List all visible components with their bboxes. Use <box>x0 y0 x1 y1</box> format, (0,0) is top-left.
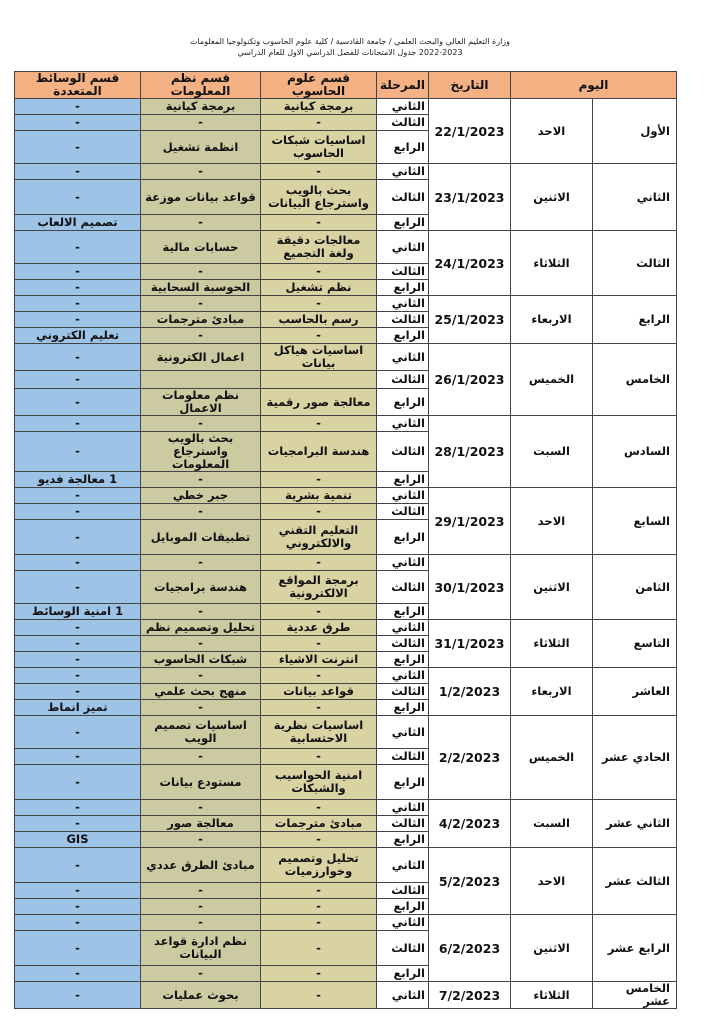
date-cell: 7/2/2023 <box>429 982 511 1009</box>
mm-subject-cell: - <box>15 800 141 816</box>
is-subject-cell: معالجة صور <box>141 816 261 832</box>
stage-cell: الرابع <box>377 131 429 164</box>
day-name-cell: السادس <box>593 416 677 488</box>
is-subject-cell: حسابات مالية <box>141 231 261 264</box>
cs-subject-cell: مبادئ مترجمات <box>261 816 377 832</box>
mm-subject-cell: - <box>15 280 141 296</box>
day-name-cell: الخامس عشر <box>593 982 677 1009</box>
day-name-cell: السابع <box>593 488 677 555</box>
cs-subject-cell: - <box>261 328 377 344</box>
is-subject-cell: - <box>141 164 261 180</box>
is-subject-cell: - <box>141 966 261 982</box>
stage-cell: الثاني <box>377 620 429 636</box>
weekday-cell: الاربعاء <box>511 296 593 344</box>
day-name-cell: الخامس <box>593 344 677 416</box>
day-name-cell: الثاني <box>593 164 677 231</box>
date-cell: 4/2/2023 <box>429 800 511 848</box>
is-subject-cell: - <box>141 700 261 716</box>
day-name-cell: العاشر <box>593 668 677 716</box>
mm-subject-cell: - <box>15 848 141 883</box>
cs-subject-cell: - <box>261 164 377 180</box>
stage-cell: الثالث <box>377 115 429 131</box>
stage-cell: الرابع <box>377 765 429 800</box>
is-subject-cell: - <box>141 328 261 344</box>
stage-cell: الثالث <box>377 684 429 700</box>
stage-cell: الثالث <box>377 749 429 765</box>
table-row <box>15 668 677 684</box>
mm-subject-cell: - <box>15 296 141 312</box>
stage-cell: الرابع <box>377 966 429 982</box>
is-subject-cell: تطبيقات الموبايل <box>141 520 261 555</box>
cs-subject-cell: - <box>261 264 377 280</box>
weekday-cell: الاحد <box>511 488 593 555</box>
is-subject-cell: - <box>141 604 261 620</box>
stage-cell: الثالث <box>377 312 429 328</box>
cs-subject-cell: التعليم التقني والالكتروني <box>261 520 377 555</box>
table-header-row <box>15 72 677 99</box>
table-row <box>15 848 677 883</box>
table-row <box>15 231 677 264</box>
mm-subject-cell: - <box>15 520 141 555</box>
mm-subject-cell: - <box>15 164 141 180</box>
date-cell: 2/2/2023 <box>429 716 511 800</box>
mm-subject-cell: - <box>15 371 141 389</box>
table-row <box>15 488 677 504</box>
is-subject-cell: انظمة تشغيل <box>141 131 261 164</box>
cs-subject-cell: - <box>261 416 377 432</box>
is-subject-cell: - <box>141 215 261 231</box>
mm-subject-cell: - <box>15 416 141 432</box>
is-subject-cell: جبر خطي <box>141 488 261 504</box>
mm-subject-cell: - <box>15 765 141 800</box>
cs-subject-cell: - <box>261 749 377 765</box>
mm-subject-cell: - <box>15 668 141 684</box>
is-subject-cell: اعمال الكترونية <box>141 344 261 371</box>
is-subject-cell: مبادئ مترجمات <box>141 312 261 328</box>
weekday-cell: الخميس <box>511 716 593 800</box>
stage-cell: الثاني <box>377 344 429 371</box>
document-header <box>0 36 724 58</box>
cs-subject-cell: - <box>261 915 377 931</box>
stage-cell: الثالث <box>377 180 429 215</box>
is-subject-cell: نظم معلومات الاعمال <box>141 389 261 416</box>
is-subject-cell: - <box>141 668 261 684</box>
cs-subject-cell: - <box>261 636 377 652</box>
mm-subject-cell: - <box>15 931 141 966</box>
weekday-cell: الاحد <box>511 848 593 915</box>
day-name-cell: الثالث <box>593 231 677 296</box>
date-cell: 25/1/2023 <box>429 296 511 344</box>
table-row <box>15 800 677 816</box>
is-subject-cell: - <box>141 636 261 652</box>
cs-subject-cell: - <box>261 832 377 848</box>
date-cell: 24/1/2023 <box>429 231 511 296</box>
stage-cell: الثاني <box>377 99 429 115</box>
table-row <box>15 99 677 115</box>
is-subject-cell: - <box>141 749 261 765</box>
weekday-cell: الثلاثاء <box>511 231 593 296</box>
stage-cell: الثاني <box>377 488 429 504</box>
mm-subject-cell: - <box>15 571 141 604</box>
is-subject-cell <box>141 371 261 389</box>
cs-subject-cell: تنمية بشرية <box>261 488 377 504</box>
stage-cell: الرابع <box>377 652 429 668</box>
stage-cell: الثاني <box>377 164 429 180</box>
table-row <box>15 344 677 371</box>
cs-subject-cell: - <box>261 982 377 1009</box>
mm-subject-cell: - <box>15 231 141 264</box>
table-row <box>15 296 677 312</box>
is-subject-cell: - <box>141 883 261 899</box>
day-name-cell: الرابع عشر <box>593 915 677 982</box>
stage-cell: الثالث <box>377 636 429 652</box>
cs-subject-cell: برمجة كيانية <box>261 99 377 115</box>
mm-subject-cell: - <box>15 312 141 328</box>
mm-subject-cell: - <box>15 636 141 652</box>
cs-subject-cell: - <box>261 504 377 520</box>
mm-subject-cell: - <box>15 99 141 115</box>
stage-cell: الثاني <box>377 555 429 571</box>
cs-subject-cell: - <box>261 966 377 982</box>
weekday-cell: الخميس <box>511 344 593 416</box>
cs-subject-cell: - <box>261 604 377 620</box>
stage-cell: الثاني <box>377 982 429 1009</box>
weekday-cell: الثلاثاء <box>511 982 593 1009</box>
weekday-cell: السبت <box>511 800 593 848</box>
cs-subject-cell: رسم بالحاسب <box>261 312 377 328</box>
table-row <box>15 982 677 1009</box>
is-subject-cell: مستودع بيانات <box>141 765 261 800</box>
stage-cell: الثالث <box>377 432 429 472</box>
cs-subject-cell: معالجات دقيقة ولغة التجميع <box>261 231 377 264</box>
header-line-1: وزارة التعليم العالي والبحث العلمي / جامعة القادسية / كلية علوم الحاسوب وتكنولوجيا المعلومات <box>189 37 511 46</box>
cs-subject-cell: - <box>261 899 377 915</box>
cs-subject-cell: - <box>261 883 377 899</box>
col-header-mm: قسم الوسائط المتعددة <box>15 72 141 99</box>
mm-subject-cell: 1 معالجة فديو <box>15 472 141 488</box>
stage-cell: الرابع <box>377 215 429 231</box>
cs-subject-cell: - <box>261 472 377 488</box>
mm-subject-cell: - <box>15 966 141 982</box>
stage-cell: الرابع <box>377 472 429 488</box>
day-name-cell: الحادي عشر <box>593 716 677 800</box>
is-subject-cell: بحث بالويب واسترجاع المعلومات <box>141 432 261 472</box>
stage-cell: الرابع <box>377 832 429 848</box>
mm-subject-cell: - <box>15 883 141 899</box>
mm-subject-cell: - <box>15 620 141 636</box>
table-row <box>15 620 677 636</box>
is-subject-cell: تحليل وتصميم نظم <box>141 620 261 636</box>
mm-subject-cell: تعليم الكتروني <box>15 328 141 344</box>
day-name-cell: التاسع <box>593 620 677 668</box>
mm-subject-cell: - <box>15 749 141 765</box>
cs-subject-cell: - <box>261 700 377 716</box>
day-name-cell: الأول <box>593 99 677 164</box>
col-header-cs: قسم علوم الحاسوب <box>261 72 377 99</box>
is-subject-cell: مبادئ الطرق عددي <box>141 848 261 883</box>
date-cell: 28/1/2023 <box>429 416 511 488</box>
weekday-cell: الاثنين <box>511 555 593 620</box>
is-subject-cell: - <box>141 472 261 488</box>
mm-subject-cell: 1 امنية الوسائط <box>15 604 141 620</box>
date-cell: 1/2/2023 <box>429 668 511 716</box>
stage-cell: الرابع <box>377 520 429 555</box>
table-row <box>15 716 677 749</box>
cs-subject-cell <box>261 371 377 389</box>
table-row <box>15 416 677 432</box>
stage-cell: الرابع <box>377 328 429 344</box>
mm-subject-cell: - <box>15 816 141 832</box>
day-name-cell: الثاني عشر <box>593 800 677 848</box>
weekday-cell: الاثنين <box>511 164 593 231</box>
day-name-cell: الثامن <box>593 555 677 620</box>
is-subject-cell: منهج بحث علمي <box>141 684 261 700</box>
is-subject-cell: نظم ادارة قواعد البيانات <box>141 931 261 966</box>
table-row <box>15 555 677 571</box>
col-header-date: التاريخ <box>429 72 511 99</box>
cs-subject-cell: انترنت الاشياء <box>261 652 377 668</box>
mm-subject-cell: - <box>15 716 141 749</box>
mm-subject-cell: - <box>15 899 141 915</box>
cs-subject-cell: اساسيات هياكل بيانات <box>261 344 377 371</box>
mm-subject-cell: تصميم الالعاب <box>15 215 141 231</box>
weekday-cell: الاربعاء <box>511 668 593 716</box>
mm-subject-cell: - <box>15 488 141 504</box>
mm-subject-cell: - <box>15 982 141 1009</box>
date-cell: 6/2/2023 <box>429 915 511 982</box>
is-subject-cell: - <box>141 899 261 915</box>
weekday-cell: الاثنين <box>511 915 593 982</box>
mm-subject-cell: - <box>15 684 141 700</box>
cs-subject-cell: - <box>261 115 377 131</box>
header-line-2: 2022-2023 جدول الامتحانات للفصل الدراسي الاول للعام الدراسي <box>237 48 463 57</box>
table-row <box>15 915 677 931</box>
stage-cell: الثاني <box>377 231 429 264</box>
is-subject-cell: - <box>141 915 261 931</box>
is-subject-cell: - <box>141 832 261 848</box>
stage-cell: الرابع <box>377 389 429 416</box>
stage-cell: الرابع <box>377 604 429 620</box>
cs-subject-cell: اساسيات نظرية الاحتسابية <box>261 716 377 749</box>
is-subject-cell: - <box>141 800 261 816</box>
table-row <box>15 164 677 180</box>
stage-cell: الرابع <box>377 700 429 716</box>
weekday-cell: الاحد <box>511 99 593 164</box>
mm-subject-cell: - <box>15 504 141 520</box>
mm-subject-cell: تميز انماط <box>15 700 141 716</box>
date-cell: 5/2/2023 <box>429 848 511 915</box>
cs-subject-cell: - <box>261 668 377 684</box>
date-cell: 22/1/2023 <box>429 99 511 164</box>
is-subject-cell: - <box>141 296 261 312</box>
mm-subject-cell: - <box>15 180 141 215</box>
cs-subject-cell: نظم تشغيل <box>261 280 377 296</box>
mm-subject-cell: - <box>15 555 141 571</box>
stage-cell: الثاني <box>377 296 429 312</box>
table-body <box>15 99 677 1009</box>
is-subject-cell: هندسة برامجيات <box>141 571 261 604</box>
cs-subject-cell: بحث بالويب واسترجاع البيانات <box>261 180 377 215</box>
is-subject-cell: - <box>141 504 261 520</box>
mm-subject-cell: - <box>15 652 141 668</box>
is-subject-cell: - <box>141 115 261 131</box>
stage-cell: الثالث <box>377 571 429 604</box>
cs-subject-cell: معالجة صور رقمية <box>261 389 377 416</box>
weekday-cell: السبت <box>511 416 593 488</box>
mm-subject-cell: - <box>15 344 141 371</box>
day-name-cell: الثالث عشر <box>593 848 677 915</box>
is-subject-cell: برمجة كيانية <box>141 99 261 115</box>
date-cell: 29/1/2023 <box>429 488 511 555</box>
cs-subject-cell: برمجة المواقع الالكترونية <box>261 571 377 604</box>
weekday-cell: الثلاثاء <box>511 620 593 668</box>
mm-subject-cell: - <box>15 264 141 280</box>
stage-cell: الرابع <box>377 899 429 915</box>
date-cell: 30/1/2023 <box>429 555 511 620</box>
mm-subject-cell: - <box>15 131 141 164</box>
exam-schedule-table <box>14 71 677 1009</box>
is-subject-cell: شبكات الحاسوب <box>141 652 261 668</box>
cs-subject-cell: - <box>261 215 377 231</box>
cs-subject-cell: - <box>261 931 377 966</box>
cs-subject-cell: هندسة البرامجيات <box>261 432 377 472</box>
is-subject-cell: - <box>141 416 261 432</box>
date-cell: 26/1/2023 <box>429 344 511 416</box>
stage-cell: الثاني <box>377 800 429 816</box>
cs-subject-cell: طرق عددية <box>261 620 377 636</box>
is-subject-cell: بحوث عمليات <box>141 982 261 1009</box>
date-cell: 31/1/2023 <box>429 620 511 668</box>
cs-subject-cell: امنية الحواسيب والشبكات <box>261 765 377 800</box>
stage-cell: الثاني <box>377 416 429 432</box>
mm-subject-cell: - <box>15 432 141 472</box>
cs-subject-cell: - <box>261 800 377 816</box>
stage-cell: الثاني <box>377 848 429 883</box>
is-subject-cell: الحوسبة السحابية <box>141 280 261 296</box>
col-header-stage: المرحلة <box>377 72 429 99</box>
stage-cell: الثالث <box>377 931 429 966</box>
stage-cell: الثالث <box>377 264 429 280</box>
cs-subject-cell: - <box>261 555 377 571</box>
is-subject-cell: - <box>141 264 261 280</box>
is-subject-cell: - <box>141 555 261 571</box>
col-header-day: اليوم <box>511 72 677 99</box>
cs-subject-cell: قواعد بيانات <box>261 684 377 700</box>
stage-cell: الثالث <box>377 504 429 520</box>
stage-cell: الرابع <box>377 280 429 296</box>
mm-subject-cell: - <box>15 389 141 416</box>
stage-cell: الثالث <box>377 883 429 899</box>
stage-cell: الثاني <box>377 716 429 749</box>
stage-cell: الثاني <box>377 668 429 684</box>
cs-subject-cell: - <box>261 296 377 312</box>
date-cell: 23/1/2023 <box>429 164 511 231</box>
col-header-is: قسم نظم المعلومات <box>141 72 261 99</box>
mm-subject-cell: GIS <box>15 832 141 848</box>
is-subject-cell: قواعد بيانات موزعة <box>141 180 261 215</box>
mm-subject-cell: - <box>15 115 141 131</box>
cs-subject-cell: اساسيات شبكات الحاسوب <box>261 131 377 164</box>
mm-subject-cell: - <box>15 915 141 931</box>
is-subject-cell: اساسيات تصميم الويب <box>141 716 261 749</box>
stage-cell: الثالث <box>377 816 429 832</box>
stage-cell: الثاني <box>377 915 429 931</box>
day-name-cell: الرابع <box>593 296 677 344</box>
cs-subject-cell: تحليل وتصميم وخوارزميات <box>261 848 377 883</box>
stage-cell: الثالث <box>377 371 429 389</box>
